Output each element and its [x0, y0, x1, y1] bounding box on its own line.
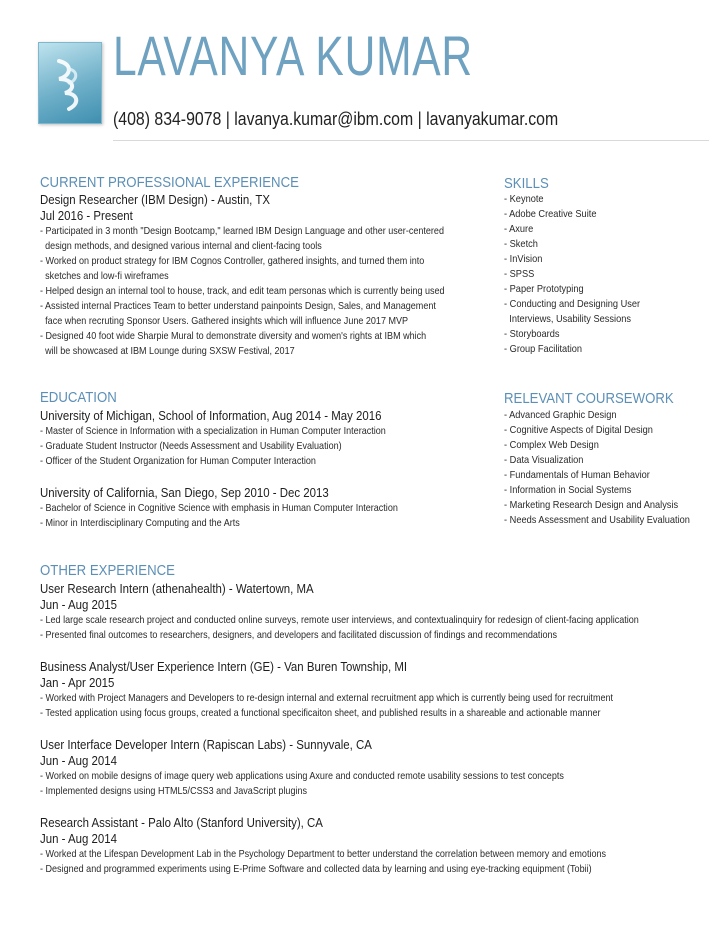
list-item: - Assisted internal Practices Team to better understand painpoints Design, Sales, and Management — [40, 300, 436, 312]
header-divider — [113, 140, 709, 141]
other-experience-section — [40, 562, 728, 877]
list-item: - Master of Science in Information with a specialization in Human Computer Interaction — [40, 425, 386, 437]
swirl-logo-icon — [39, 43, 101, 123]
education-heading: EDUCATION — [40, 389, 117, 406]
current-experience-section — [40, 174, 510, 359]
skill-item: - Adobe Creative Suite — [504, 208, 597, 220]
course-item: - Information in Social Systems — [504, 484, 632, 496]
list-item: sketches and low-fi wireframes — [45, 270, 169, 282]
course-item: - Data Visualization — [504, 454, 584, 466]
list-item: - Presented final outcomes to researchers, designers, and developers and facilitated discussion of findings and recommendations — [40, 629, 558, 641]
skill-item: - Conducting and Designing User — [504, 298, 641, 310]
course-item: - Fundamentals of Human Behavior — [504, 469, 650, 481]
job-title: User Research Intern (athenahealth) - Watertown, MA — [40, 581, 314, 596]
course-item: - Advanced Graphic Design — [504, 409, 617, 421]
current-role: Design Researcher (IBM Design) - Austin, TX — [40, 192, 270, 207]
list-item: - Bachelor of Science in Cognitive Science with emphasis in Human Computer Interaction — [40, 502, 398, 514]
list-item: - Minor in Interdisciplinary Computing and the Arts — [40, 517, 240, 529]
course-item: - Marketing Research Design and Analysis — [504, 499, 679, 511]
skill-item: - Axure — [504, 223, 534, 235]
list-item: face when recruting Sponsor Users. Gathered insights which will influence June 2017 MVP — [45, 315, 409, 327]
skill-item: - Keynote — [504, 193, 544, 205]
skills-section — [504, 175, 659, 357]
list-item: - Helped design an internal tool to house, track, and edit team personas which is currently being used — [40, 285, 445, 297]
skill-item: Interviews, Usability Sessions — [509, 313, 631, 325]
job-dates: Jun - Aug 2014 — [40, 831, 117, 846]
list-item: - Worked on product strategy for IBM Cognos Controller, gathered insights, and turned them into — [40, 255, 425, 267]
skill-item: - InVision — [504, 253, 543, 265]
school-title: University of California, San Diego, Sep 2010 - Dec 2013 — [40, 485, 329, 500]
education-section — [40, 389, 456, 531]
list-item: - Tested application using focus groups, created a functional specificaiton sheet, and published results in a shareable and actionable manner — [40, 707, 601, 719]
list-item: - Led large scale research project and conducted online surveys, remote user interviews, and contextualinquiry for redesign of client-facing application — [40, 614, 639, 626]
job-title: Business Analyst/User Experience Intern (GE) - Van Buren Township, MI — [40, 659, 408, 674]
list-item: - Implemented designs using HTML5/CSS3 and JavaScript plugins — [40, 785, 308, 797]
list-item: - Officer of the Student Organization for Human Computer Interaction — [40, 455, 316, 467]
resume-name: LAVANYA KUMAR — [113, 24, 473, 87]
list-item: - Designed and programmed experiments using E-Prime Software and collected data by learning and using eye-tracking equipment (Tobii) — [40, 863, 592, 875]
list-item: will be showcased at IBM Lounge during SXSW Festival, 2017 — [45, 345, 295, 357]
skill-item: - Group Facilitation — [504, 343, 583, 355]
list-item: - Graduate Student Instructor (Needs Assessment and Usability Evaluation) — [40, 440, 342, 452]
job-title: Research Assistant - Palo Alto (Stanford University), CA — [40, 815, 323, 830]
current-dates: Jul 2016 - Present — [40, 208, 133, 223]
skill-item: - SPSS — [504, 268, 535, 280]
coursework-heading: RELEVANT COURSEWORK — [504, 390, 674, 407]
logo-emblem — [38, 42, 102, 124]
job-dates: Jun - Aug 2015 — [40, 597, 117, 612]
list-item: - Worked with Project Managers and Developers to re-design internal and external recruitment app which is currently being used for recruitment — [40, 692, 614, 704]
school-title: University of Michigan, School of Information, Aug 2014 - May 2016 — [40, 408, 382, 423]
skill-item: - Storyboards — [504, 328, 560, 340]
other-experience-heading: OTHER EXPERIENCE — [40, 562, 175, 579]
list-item: - Worked on mobile designs of image query web applications using Axure and conducted remote usability sessions to test concepts — [40, 770, 564, 782]
coursework-section — [504, 390, 715, 528]
course-item: - Complex Web Design — [504, 439, 599, 451]
current-experience-heading: CURRENT PROFESSIONAL EXPERIENCE — [40, 174, 299, 191]
list-item: - Designed 40 foot wide Sharpie Mural to demonstrate diversity and women's rights at IBM which — [40, 330, 427, 342]
current-bullets — [40, 224, 445, 359]
list-item: design methods, and designed various internal and client-facing tools — [45, 240, 322, 252]
contact-line: (408) 834-9078 | lavanya.kumar@ibm.com | lavanyakumar.com — [113, 109, 559, 129]
list-item: - Worked at the Lifespan Development Lab in the Psychology Department to better understand the correlation between memory and emotions — [40, 848, 607, 860]
course-item: - Needs Assessment and Usability Evaluation — [504, 514, 690, 526]
job-dates: Jun - Aug 2014 — [40, 753, 117, 768]
job-dates: Jan - Apr 2015 — [40, 675, 115, 690]
job-title: User Interface Developer Intern (Rapiscan Labs) - Sunnyvale, CA — [40, 737, 372, 752]
skills-heading: SKILLS — [504, 175, 549, 192]
skill-item: - Sketch — [504, 238, 538, 250]
skill-item: - Paper Prototyping — [504, 283, 584, 295]
course-item: - Cognitive Aspects of Digital Design — [504, 424, 653, 436]
list-item: - Participated in 3 month "Design Bootcamp," learned IBM Design Language and other user-centered — [40, 225, 444, 237]
